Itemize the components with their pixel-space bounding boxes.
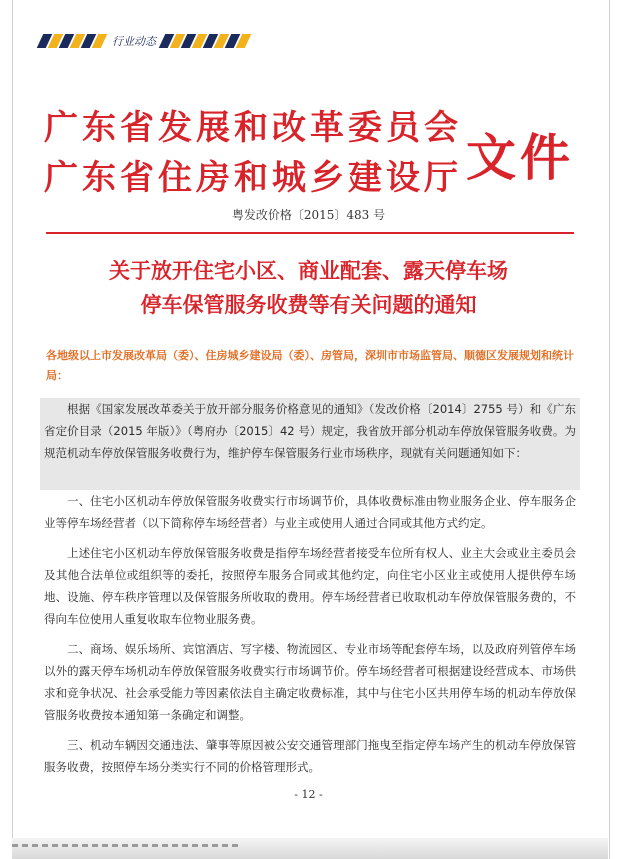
paragraph-item-1: 一、住宅小区机动车停放保管服务收费实行市场调节价，具体收费标准由物业服务企业、停车服务企业等停车场经营者（以下简称停车场经营者）与业主或使用人通过合同或其他方式约定。 xyxy=(44,494,576,530)
section-tag xyxy=(40,34,250,48)
document-type: 文件 xyxy=(466,128,574,187)
section-tag-label: 行业动态 xyxy=(112,35,156,48)
stripe-decoration-right xyxy=(162,34,250,48)
paragraph-item-1-detail: 上述住宅小区机动车停放保管服务收费是指停车场经营者接受车位所有权人、业主大会或业主委员会及其他合法单位或组织等的委托，按照停车服务合同或其他约定，向住宅小区业主或使用人提供停车场地、设施、停车秩序管理以及保管服务所收取的费用。停车场经营者已收取机动车停放保管服务费的，不得向车位使用人重复收取车位物业服务费。 xyxy=(44,546,576,626)
paragraph-intro: 根据《国家发展改革委关于放开部分服务价格意见的通知》（发改价格〔2014〕2755 号）和《广东省定价目录（2015 年版）》（粤府办〔2015〕42 号）规定，我省放开部分机动车停放保管服务收费。为规范机动车停放保管服务收费行为，维护停车保管服务行业市场秩序，现就有关问题通知如下： xyxy=(44,402,576,460)
page-number: - 12 - xyxy=(294,788,323,801)
issuer-line-2: 广东省住房和城乡建设厅 xyxy=(44,158,462,198)
title-line-1: 关于放开住宅小区、商业配套、露天停车场 xyxy=(109,258,508,283)
recipients: 各地级以上市发展改革局（委）、住房城乡建设局（委）、房管局，深圳市市场监管局、顺德区发展规划和统计局： xyxy=(46,349,574,382)
bottom-binding-band xyxy=(12,838,608,859)
paragraph-item-3: 三、机动车辆因交通违法、肇事等原因被公安交通管理部门拖曳至指定停车场产生的机动车停放保管服务收费，按照停车场分类实行不同的价格管理形式。 xyxy=(44,738,576,774)
paragraph-item-2: 二、商场、娱乐场所、宾馆酒店、写字楼、物流园区、专业市场等配套停车场，以及政府列管停车场以外的露天停车场机动车停放保管服务收费实行市场调节价。停车场经营者可根据建设经营成本、市场供求和竞争状况、社会承受能力等因素依法自主确定收费标准，其中与住宅小区共用停车场的机动车停放保管服务收费按本通知第一条确定和调整。 xyxy=(44,642,576,722)
stripe-decoration-left xyxy=(40,34,106,48)
issuer-line-1: 广东省发展和改革委员会 xyxy=(44,108,462,148)
red-divider xyxy=(46,232,574,234)
title-line-2: 停车保管服务收费等有关问题的通知 xyxy=(140,292,477,317)
document-number: 粤发改价格〔2015〕483 号 xyxy=(231,208,386,222)
